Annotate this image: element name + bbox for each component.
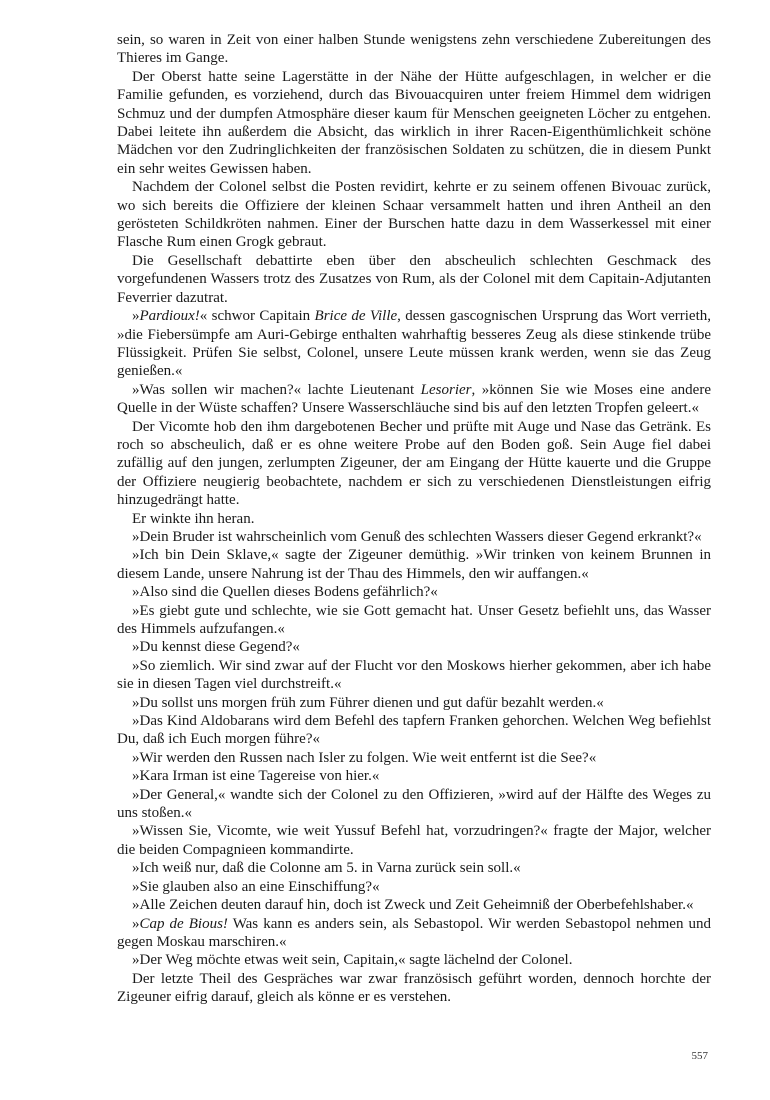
text-run: Nachdem der Colonel selbst die Posten revidirt, kehrte er zu seinem offenen Bivouac zurück, wo sich bereits die Offiziere der kleinen Schaar versammelt hatten und ihren Antheil an den gerösteten Schildkröten nahmen. Einer der Burschen hatte dazu in dem Wasserkessel mit einer Flasche Rum einen Grogk gebraut. (117, 179, 711, 251)
paragraph (117, 786, 711, 823)
paragraph (117, 546, 711, 583)
text-run: »Ich bin Dein Sklave,« sagte der Zigeuner demüthig. »Wir trinken von keinem Brunnen in diesem Lande, unsere Nahrung ist der Thau des Himmels, den wir auffangen.« (117, 547, 711, 582)
text-run: »Kara Irman ist eine Tagereise von hier.« (132, 768, 380, 785)
paragraph (117, 712, 711, 749)
text-run: »Sie glauben also an eine Einschiffung?« (132, 878, 380, 895)
text-run: »So ziemlich. Wir sind zwar auf der Flucht vor den Moskows hierher gekommen, aber ich habe sie in diesen Tagen viel durchstreift.« (117, 657, 711, 693)
page-number: 557 (691, 1050, 708, 1062)
paragraph (117, 68, 711, 178)
text-run: »Es giebt gute und schlechte, wie sie Gott gemacht hat. Unser Gesetz befiehlt uns, das Wasser des Himmels aufzufangen.« (117, 602, 711, 637)
paragraph (117, 915, 711, 952)
text-run: »Du sollst uns morgen früh zum Führer dienen und gut dafür bezahlt werden.« (132, 694, 604, 711)
paragraph (117, 307, 711, 381)
text-run: » (132, 308, 140, 325)
text-run: »Das Kind Aldobarans wird dem Befehl des tapfern Franken gehorchen. Welchen Weg befiehlst Du, daß ich Euch morgen führe?« (117, 713, 711, 748)
text-run: Die Gesellschaft debattirte eben über den abscheulich schlechten Geschmack des vorgefundenen Wassers trotz des Zusatzes von Rum, als der Colonel mit dem Capitain-Adjutanten Feverrier dazutrat. (117, 252, 711, 306)
paragraph (117, 418, 711, 510)
paragraph (117, 602, 711, 639)
text-run: »Du kennst diese Gegend?« (132, 639, 300, 656)
page-body-text (117, 31, 711, 1007)
paragraph (117, 951, 711, 969)
text-run: » (132, 915, 140, 932)
paragraph (117, 749, 711, 767)
paragraph (117, 31, 711, 68)
paragraph (117, 822, 711, 859)
text-run: »Alle Zeichen deuten darauf hin, doch ist Zweck und Zeit Geheimniß der Oberbefehlshaber.« (132, 897, 694, 914)
italic-text: Cap de Bious! (139, 915, 228, 932)
paragraph (117, 178, 711, 252)
paragraph (117, 970, 711, 1007)
text-run: « schwor Capitain (199, 308, 315, 325)
paragraph (117, 638, 711, 656)
text-run: »Ich weiß nur, daß die Colonne am 5. in Varna zurück sein soll.« (132, 860, 521, 877)
italic-text: Brice de Ville (314, 308, 398, 325)
text-run: Der Oberst hatte seine Lagerstätte in der Nähe der Hütte aufgeschlagen, in welcher er die Familie gefunden, es vorziehend, durch das Bivouacquiren unter freiem Himmel dem widrigen Schmuz und der dumpfen Atmosphäre dieser kaum für Menschen geeigneten Löcher zu entgehen. Dabei leitete ihn außerdem die Absicht, das wirklich in ihrer Racen-Eigenthümlichkeit schöne Mädchen vor den Zudringlichkeiten der französischen Soldaten zu schützen, die in diesem Punkt ein sehr weites Gewissen haben. (117, 68, 711, 177)
text-run: Der Vicomte hob den ihm dargebotenen Becher und prüfte mit Auge und Nase das Getränk. Es roch so abscheulich, daß er es ohne weitere Probe auf den Boden goß. Sein Auge fiel dabei zufällig auf den jungen, zerlumpten Zigeuner, der am Eingang der Hütte kauerte und die Gruppe der Offiziere neugierig beobachtete, nachdem er sich zu verschiedenen Dienstleistungen eifrig hinzugedrängt hatte. (117, 418, 711, 509)
paragraph (117, 767, 711, 785)
text-run: Der letzte Theil des Gespräches war zwar französisch geführt worden, dennoch horchte der Zigeuner eifrig darauf, gleich als könne er es verstehen. (117, 970, 711, 1006)
paragraph (117, 694, 711, 712)
paragraph (117, 583, 711, 601)
text-run: Was kann es anders sein, als Sebastopol. Wir werden Sebastopol nehmen und gegen Moskau marschiren.« (117, 915, 711, 950)
paragraph (117, 528, 711, 546)
text-run: »Dein Bruder ist wahrscheinlich vom Genuß des schlechten Wassers dieser Gegend erkrankt?« (132, 528, 702, 545)
text-run: , dessen gascognischen Ursprung das Wort verrieth, »die Fiebersümpfe am Auri-Gebirge enthalten wahrhaftig besseres Zeug als diese stinkende trübe Flüssigkeit. Prüfen Sie selbst, Colonel, unsere Leute müssen krank werden, wenn sie das Zeug genießen.« (117, 308, 712, 380)
paragraph (117, 252, 711, 307)
italic-text: Pardioux! (139, 308, 200, 325)
text-run: »Wir werden den Russen nach Isler zu folgen. Wie weit entfernt ist die See?« (132, 749, 597, 766)
text-run: Er winkte ihn heran. (132, 510, 255, 527)
italic-text: Lesorier (420, 381, 472, 398)
paragraph (117, 859, 711, 877)
text-run: sein, so waren in Zeit von einer halben Stunde wenigstens zehn verschiedene Zubereitungen des Thieres im Gange. (117, 32, 711, 67)
text-run: »Der General,« wandte sich der Colonel zu den Offizieren, »wird auf der Hälfte des Weges zu uns stoßen.« (117, 786, 711, 822)
paragraph (117, 510, 711, 528)
text-run: »Also sind die Quellen dieses Bodens gefährlich?« (132, 584, 438, 601)
text-run: , »können Sie wie Moses eine andere Quelle in der Wüste schaffen? Unsere Wasserschläuche sind bis auf den letzten Tropfen geleert.« (117, 381, 711, 417)
text-run: »Wissen Sie, Vicomte, wie weit Yussuf Befehl hat, vorzudringen?« fragte der Major, welcher die beiden Compagnieen kommandirte. (117, 823, 711, 858)
paragraph (117, 381, 711, 418)
text-run: »Der Weg möchte etwas weit sein, Capitain,« sagte lächelnd der Colonel. (132, 952, 573, 969)
text-run: »Was sollen wir machen?« lachte Lieutenant (132, 381, 421, 398)
paragraph (117, 657, 711, 694)
paragraph (117, 896, 711, 914)
paragraph (117, 878, 711, 896)
